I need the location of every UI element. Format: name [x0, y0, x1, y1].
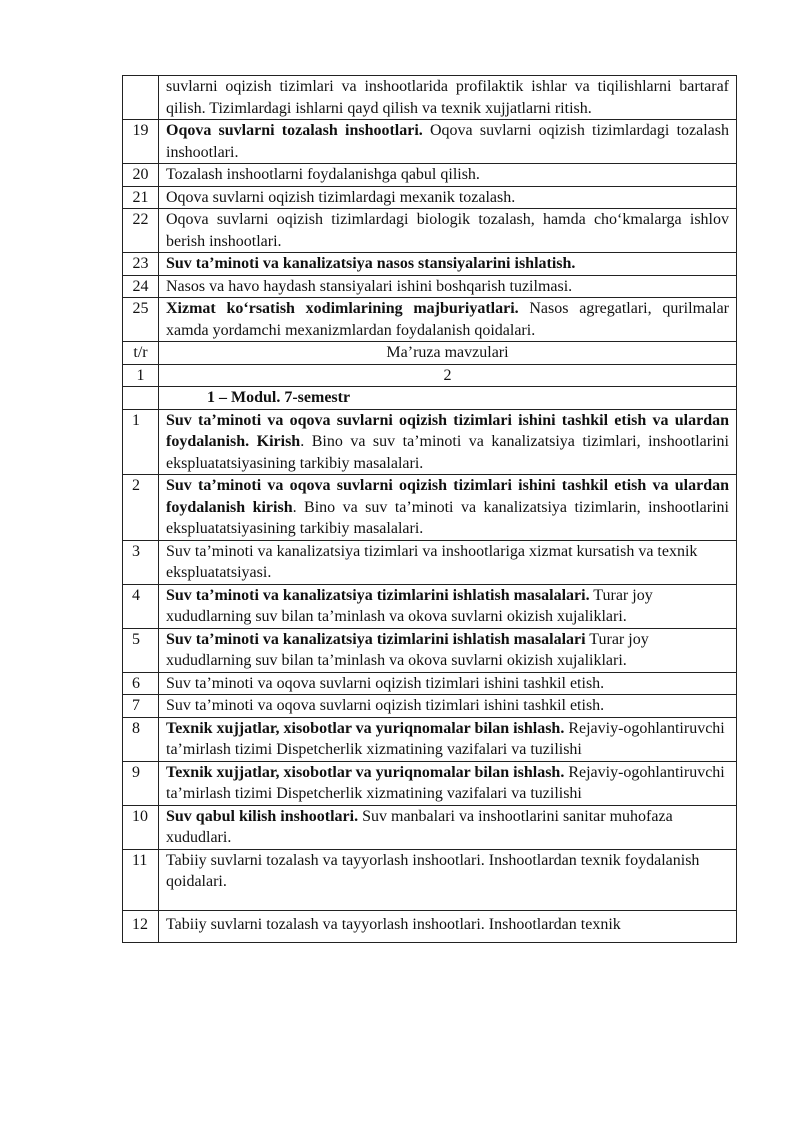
table-index-row [123, 364, 737, 387]
table-row [123, 672, 737, 695]
row-number: 2 [123, 475, 159, 541]
row-number [123, 76, 159, 120]
table-row [123, 475, 737, 541]
row-number: 7 [123, 695, 159, 718]
row-topic: Suv ta’minoti va kanalizatsiya tizimlarini ishlatish masalalari Turar joy xududlarning suv bilan ta’minlash va okova suvlarni okizish xujaliklari. [159, 628, 737, 672]
table-row [123, 849, 737, 910]
row-number: 3 [123, 540, 159, 584]
row-topic: Nasos va havo haydash stansiyalari ishini boshqarish tuzilmasi. [159, 275, 737, 298]
row-topic: Suv qabul kilish inshootlari. Suv manbalari va inshootlarini sanitar muhofaza xududlari. [159, 805, 737, 849]
table-row [123, 628, 737, 672]
header-col-topics: Ma’ruza mavzulari [159, 342, 737, 365]
module-label: 1 – Modul. 7-semestr [159, 387, 737, 410]
table-row [123, 253, 737, 276]
index-col-1: 1 [123, 364, 159, 387]
row-number: 1 [123, 409, 159, 475]
row-topic: Xizmat ko‘rsatish xodimlarining majburiyatlari. Nasos agregatlari, qurilmalar xamda yordamchi mexanizmlardan foydalanish qoidalari. [159, 298, 737, 342]
table-row [123, 717, 737, 761]
row-topic: Suv ta’minoti va kanalizatsiya tizimlari va inshootlariga xizmat kursatish va texnik ekspluatatsiyasi. [159, 540, 737, 584]
row-topic: Tabiiy suvlarni tozalash va tayyorlash inshootlari. Inshootlardan texnik [159, 910, 737, 942]
row-number: 24 [123, 275, 159, 298]
row-topic: Tabiiy suvlarni tozalash va tayyorlash inshootlari. Inshootlardan texnik foydalanish qoidalari. [159, 849, 737, 910]
row-number: 11 [123, 849, 159, 910]
table-row [123, 409, 737, 475]
row-number: 22 [123, 209, 159, 253]
row-topic: Texnik xujjatlar, xisobotlar va yuriqnomalar bilan ishlash. Rejaviy-ogohlantiruvchi ta’mirlash tizimi Dispetcherlik xizmatining vazifalari va tuzilishi [159, 761, 737, 805]
table-row [123, 805, 737, 849]
row-number: 6 [123, 672, 159, 695]
table-row [123, 540, 737, 584]
module-empty-cell [123, 387, 159, 410]
row-topic: Oqova suvlarni oqizish tizimlardagi mexanik tozalash. [159, 186, 737, 209]
row-topic: Tozalash inshootlarni foydalanishga qabul qilish. [159, 164, 737, 187]
row-number: 23 [123, 253, 159, 276]
row-number: 8 [123, 717, 159, 761]
table-row [123, 584, 737, 628]
row-topic: suvlarni oqizish tizimlari va inshootlarida profilaktik ishlar va tiqilishlarni bartaraf qilish. Tizimlardagi ishlarni qayd qilish va texnik xujjatlarni ritish. [159, 76, 737, 120]
table-row [123, 209, 737, 253]
row-number: 25 [123, 298, 159, 342]
row-number: 4 [123, 584, 159, 628]
row-number: 12 [123, 910, 159, 942]
row-topic: Suv ta’minoti va oqova suvlarni oqizish tizimlari ishini tashkil etish. [159, 695, 737, 718]
row-number: 19 [123, 120, 159, 164]
row-number: 5 [123, 628, 159, 672]
row-topic: Suv ta’minoti va oqova suvlarni oqizish tizimlari ishini tashkil etish. [159, 672, 737, 695]
row-topic: Suv ta’minoti va oqova suvlarni oqizish tizimlari ishini tashkil etish va ulardan foydalanish. Kirish. Bino va suv ta’minoti va kanalizatsiya tizimlari, inshootlarini ekspluatatsiyasining tarkibiy masalalari. [159, 409, 737, 475]
table-row [123, 186, 737, 209]
row-number: 21 [123, 186, 159, 209]
table-row [123, 761, 737, 805]
table-row [123, 275, 737, 298]
row-topic: Oqova suvlarni tozalash inshootlari. Oqova suvlarni oqizish tizimlardagi tozalash inshootlari. [159, 120, 737, 164]
row-topic: Suv ta’minoti va kanalizatsiya tizimlarini ishlatish masalalari. Turar joy xududlarning suv bilan ta’minlash va okova suvlarni okizish xujaliklari. [159, 584, 737, 628]
row-number: 10 [123, 805, 159, 849]
table-row [123, 164, 737, 187]
index-col-2: 2 [159, 364, 737, 387]
row-topic: Texnik xujjatlar, xisobotlar va yuriqnomalar bilan ishlash. Rejaviy-ogohlantiruvchi ta’mirlash tizimi Dispetcherlik xizmatining vazifalari va tuzilishi [159, 717, 737, 761]
table-row [123, 298, 737, 342]
table-header-row [123, 342, 737, 365]
row-topic: Suv ta’minoti va oqova suvlarni oqizish tizimlari ishini tashkil etish va ulardan foydalanish kirish. Bino va suv ta’minoti va kanalizatsiya tizimlarin, inshootlarini ekspluatatsiyasining tarkibiy masalalari. [159, 475, 737, 541]
table-row [123, 120, 737, 164]
lecture-topics-table [122, 75, 737, 943]
row-number: 20 [123, 164, 159, 187]
row-number: 9 [123, 761, 159, 805]
row-topic: Suv ta’minoti va kanalizatsiya nasos stansiyalarini ishlatish. [159, 253, 737, 276]
table-row [123, 695, 737, 718]
header-col-number: t/r [123, 342, 159, 365]
row-topic: Oqova suvlarni oqizish tizimlardagi biologik tozalash, hamda cho‘kmalarga ishlov berish inshootlari. [159, 209, 737, 253]
module-row [123, 387, 737, 410]
table-row [123, 76, 737, 120]
table-row [123, 910, 737, 942]
